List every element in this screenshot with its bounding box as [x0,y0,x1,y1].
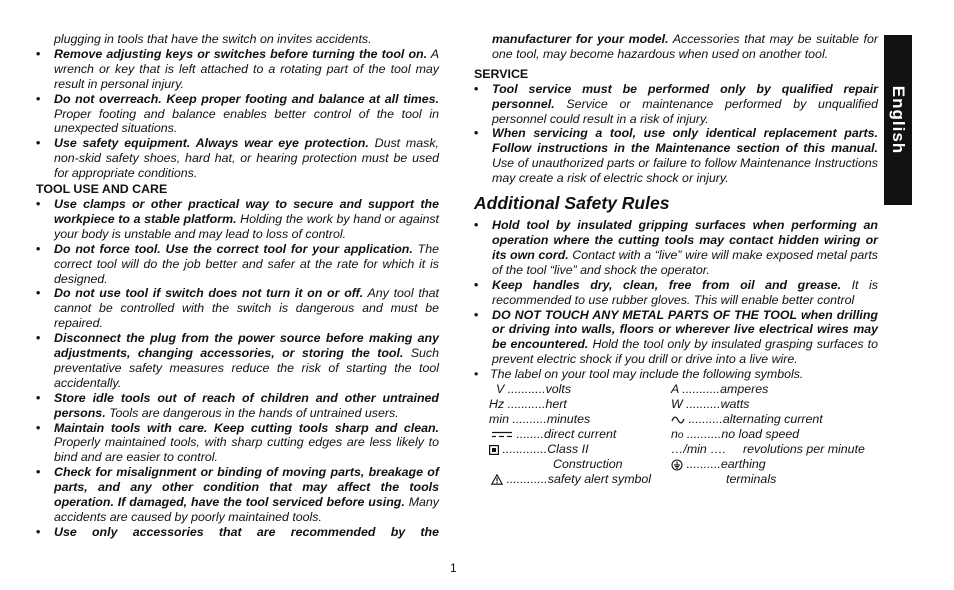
list-item: • Do not force tool. Use the correct tool for your application. The correct tool will do the job better and safer at the rate for which it is designed. [36,241,439,286]
continued-item: manufacturer for your model. Accessories that may be suitable for one tool, may become hazardous when used on another tool. [492,32,879,61]
list-item: • Disconnect the plug from the power source before making any adjustments, changing accessories, or storing the tool. Such preventative safety measures reduce the risk of starting the tool accidentally. [36,331,439,390]
intro-line: plugging in tools that have the switch on invites accidents. [54,32,372,46]
list-item: • Do not overreach. Keep proper footing and balance at all times. Proper footing and balance enables better control of the tool in unexpected situations. [36,91,439,136]
class-ii-icon [489,445,499,455]
direct-current-icon [491,430,513,439]
heading-service: SERVICE [474,66,529,81]
left-column [36,32,439,540]
alternating-current-icon [671,415,685,425]
list-item: • Use clamps or other practical way to secure and support the workpiece to a stable platform. Holding the work by hand or against your body is unstable and may lead to loss of control. [36,196,440,241]
symbol-no-load-speed: no ..........no load speed [671,427,800,442]
list-item: • Keep handles dry, clean, free from oil and grease. It is recommended to use rubber gloves. This will enable better control [474,277,878,307]
list-item: • Hold tool by insulated gripping surfaces when performing an operation where the cutting tools may contact hidden wiring or its own cord. Contact with a “live” wire will make exposed metal parts of the tool “live” and shock the operator. [474,218,879,277]
page-number: 1 [450,561,457,575]
symbol-rpm-unit: …/min …. [671,442,727,457]
symbol-earthing: ..........earthing [671,457,766,472]
list-item: • Use only accessories that are recommended by the [36,524,439,539]
earthing-icon [671,459,683,471]
list-item: • Use safety equipment. Always wear eye protection. Dust mask, non-skid safety shoes, hard hat, or hearing protection must be used for appropriate conditions. [36,136,439,181]
symbol-revolutions-per-minute: revolutions per minute [743,442,865,457]
list-item: • When servicing a tool, use only identical replacement parts. Follow instructions in the Maintenance section of this manual. Use of unauthorized parts or failure to follow Maintenance Instructions may create a risk of electric shock or injury. [474,126,878,186]
list-item: • Tool service must be performed only by qualified repair personnel. Service or maintenance performed by unqualified personnel could result in a risk of injury. [474,81,878,126]
list-item: • Maintain tools with care. Keep cutting tools sharp and clean. Properly maintained tools, with sharp cutting edges are less likely to bind and are easier to control. [36,420,439,465]
list-item: • DO NOT TOUCH ANY METAL PARTS OF THE TOOL when drilling or driving into walls, floors or wherever live electrical wires may be encountered. Hold the tool only by insulated grasping surfaces to prevent electric shock if you drill or drive into a live wire. [474,307,878,367]
symbol-direct-current: ........direct current [491,427,616,442]
symbol-construction: Construction [553,457,623,472]
symbol-class-ii: .............Class II [489,442,589,457]
language-tab [884,35,912,205]
symbol-hertz: Hz ...........hert [489,397,567,412]
safety-alert-icon [491,474,503,485]
label-note: • The label on your tool may include the following symbols. [474,367,804,382]
symbol-amperes: A ...........amperes [671,382,769,397]
list-item: • Remove adjusting keys or switches before turning the tool on. A wrench or key that is left attached to a rotating part of the tool may result in personal injury. [36,46,439,91]
symbol-terminals: terminals [726,472,777,487]
symbol-watts: W ..........watts [671,397,750,412]
symbol-safety-alert: ............safety alert symbol [491,472,651,487]
heading-tool-use-and-care: TOOL USE AND CARE [36,182,168,197]
right-column [474,32,878,487]
list-item: • Do not use tool if switch does not turn it on or off. Any tool that cannot be controlled with the switch is dangerous and must be repaired. [36,286,439,331]
section-title: Additional Safety Rules [474,193,670,214]
list-item: • Store idle tools out of reach of children and other untrained persons. Tools are dangerous in the hands of untrained users. [36,390,439,420]
list-item: • Check for misalignment or binding of moving parts, breakage of parts, and any other condition that may affect the tools operation. If damaged, have the tool serviced before using. Many accidents are caused by poorly maintained tools. [36,465,439,524]
symbol-minutes: min ..........minutes [489,412,591,427]
symbol-table [474,382,878,487]
symbol-volts: V ...........volts [496,382,572,397]
language-tab-label: English [889,85,908,155]
symbol-alternating-current: ..........alternating current [671,412,823,427]
